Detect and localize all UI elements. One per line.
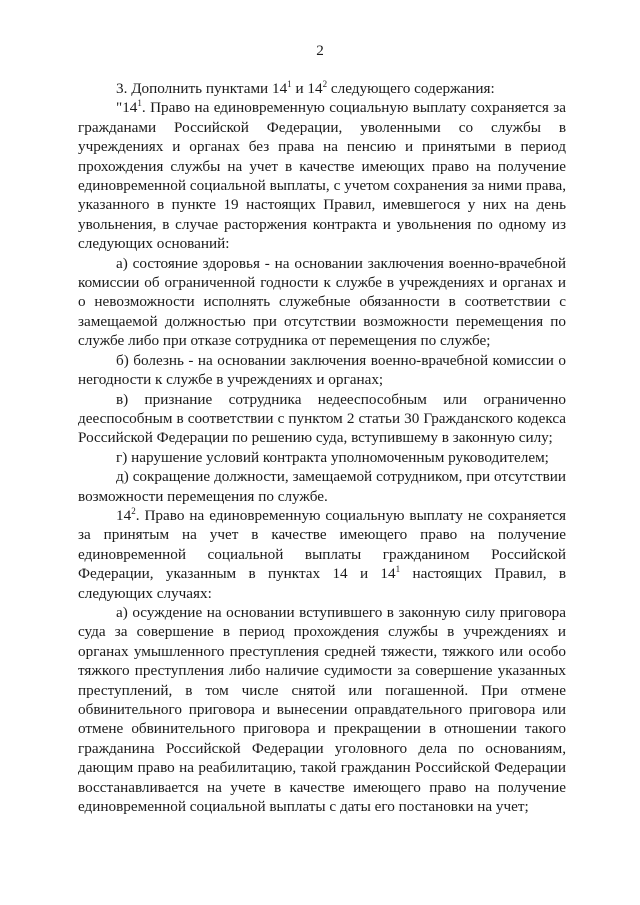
superscript-index: 2 — [131, 505, 136, 516]
superscript-index: 1 — [287, 79, 292, 89]
paragraph — [78, 448, 566, 467]
paragraph — [78, 79, 566, 98]
paragraph — [78, 506, 566, 603]
paragraph-text: 14 — [116, 506, 132, 524]
paragraph-text: а) состояние здоровья - на основании заключения военно-врачебной комиссии об ограниченной годности к службе в учреждениях и органах и о невозможности исполнять служебные обязанности в соответствии с замещаемой должностью при отсутствии возможности перемещения по службе либо при отказе сотрудника от перемещения по службе; — [78, 254, 566, 350]
superscript-index: 1 — [137, 98, 142, 109]
paragraph-text: и 14 — [291, 80, 323, 97]
paragraph-text: в) признание сотрудника недееспособным или ограниченно дееспособным в соответствии с пунктом 2 статьи 30 Гражданского кодекса Российской Федерации по решению суда, вступившему в законную силу; — [78, 390, 566, 447]
paragraph — [78, 390, 566, 448]
paragraph — [78, 98, 566, 253]
paragraph — [78, 254, 566, 351]
paragraph — [78, 603, 566, 816]
paragraph-text: . Право на единовременную социальную выплату сохраняется за гражданами Российской Федерации, уволенными со службы в учреждениях и органах без права на пенсию и принятыми в период прохождения службы на учет в качестве имеющих право на получение единовременной социальной выплаты, с учетом сохранения за ними права, указанного в пункте 19 настоящих Правил, имевшегося у них на день увольнения, в случае расторжения контракта и увольнения по одному из следующих оснований: — [78, 99, 566, 253]
paragraph-text: б) болезнь - на основании заключения военно-врачебной комиссии о негодности к службе в учреждениях и органах; — [78, 351, 566, 389]
superscript-index: 2 — [322, 79, 328, 89]
document-body — [78, 79, 566, 816]
paragraph-text: а) осуждение на основании вступившего в законную силу приговора суда за совершение в период прохождения службы в учреждениях и органах умышленного преступления средней тяжести, тяжкого или особо тяжкого преступления либо наличие судимости за совершение указанных преступлений, в том числе снятой или погашенной. При отмене обвинительного приговора и вынесении оправдательного приговора или отмене обвинительного приговора и прекращении в отношении такого гражданина Российской Федерации уголовного дела по основаниям, дающим право на реабилитацию, такой гражданин Российской Федерации восстанавливается на учете в качестве имеющего право на получение единовременной социальной выплаты с даты его постановки на учет; — [78, 603, 566, 816]
paragraph-text: г) нарушение условий контракта уполномоченным руководителем; — [116, 448, 549, 466]
paragraph-text: . Право на единовременную социальную выплату не сохраняется за принятым на учет в качестве имеющего право на получение единовременной социальной выплаты гражданином Российской Федерации, указанным в пунктах 14 и 14 — [78, 506, 566, 583]
page-number: 2 — [316, 42, 324, 59]
paragraph-text: д) сокращение должности, замещаемой сотрудником, при отсутствии возможности перемещения по службе. — [78, 468, 566, 505]
superscript-index: 1 — [395, 564, 401, 575]
paragraph-text: "14 — [116, 99, 138, 117]
paragraph-text: следующего содержания: — [327, 80, 495, 97]
paragraph-text: 3. Дополнить пунктами 14 — [116, 80, 288, 97]
paragraph — [78, 351, 566, 390]
paragraph — [78, 467, 566, 506]
paragraph-text: настоящих Правил, в следующих случаях: — [78, 565, 566, 602]
